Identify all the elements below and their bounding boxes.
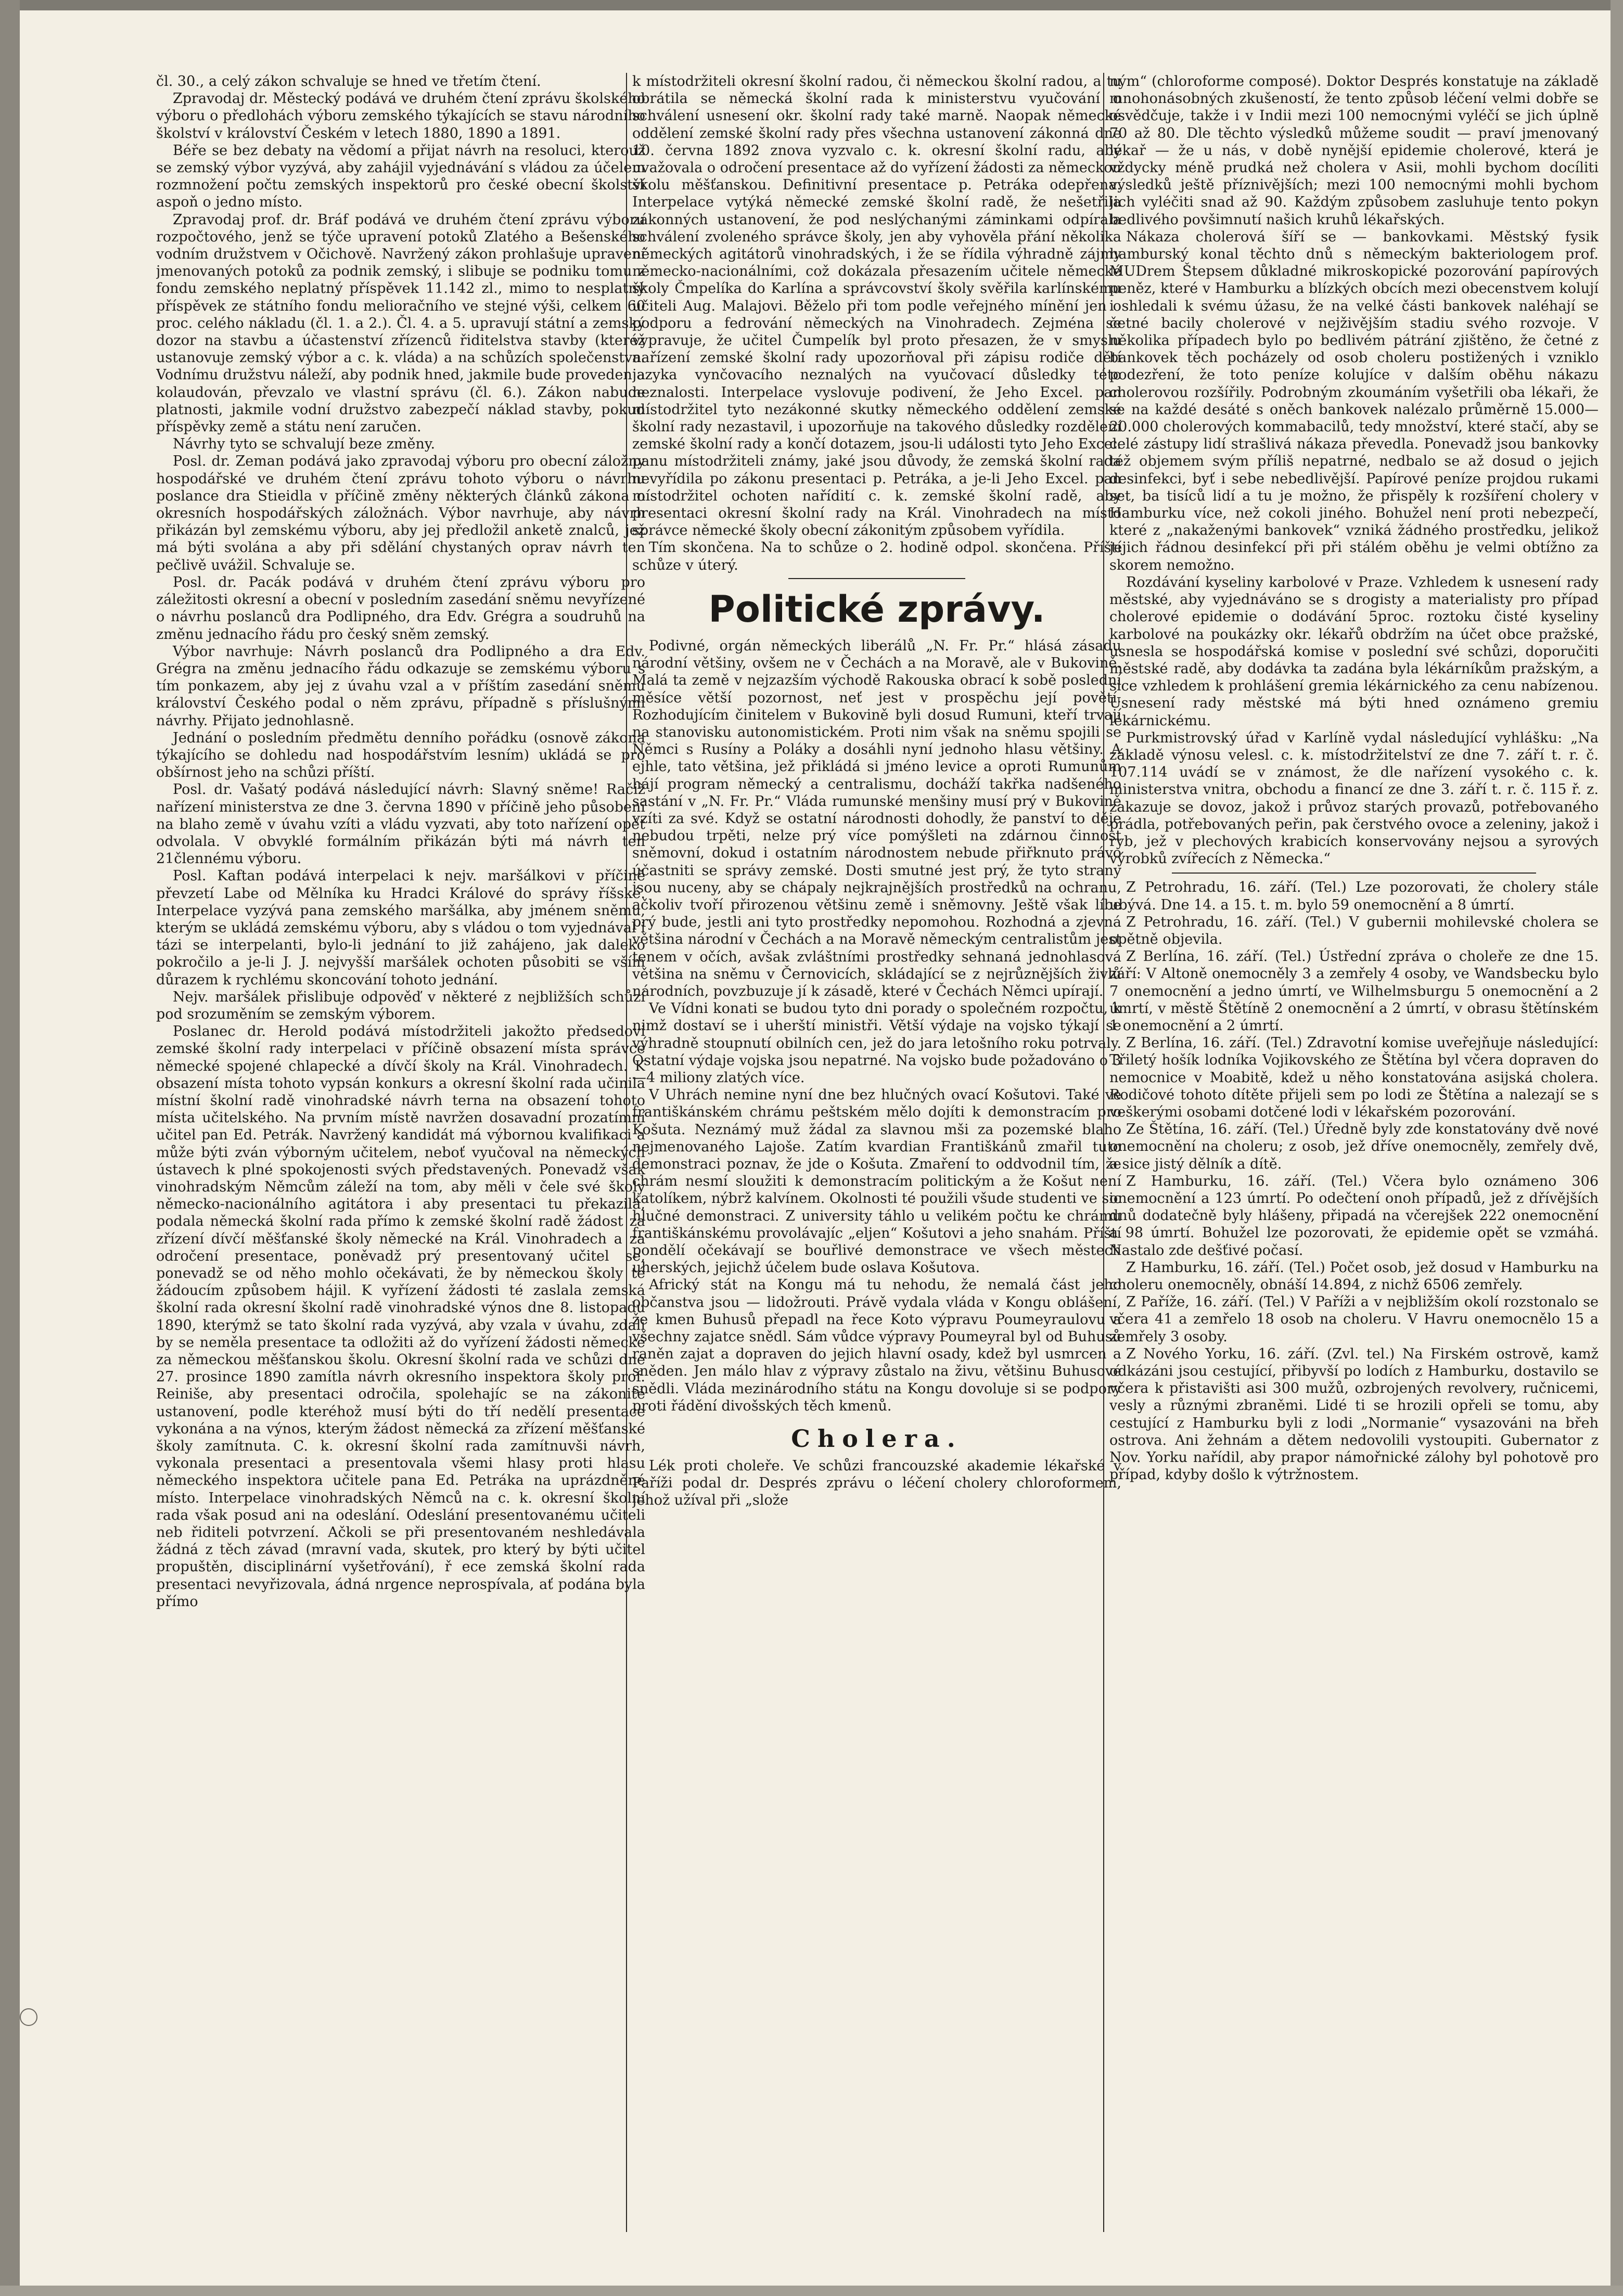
paragraph: Návrhy tyto se schvalují beze změny. [173, 436, 436, 453]
telegram-report: Ze Štětína, 16. září. (Tel.) Úředně byly zde konstatovány dvě nové onemocnění na choleru; z osob, jež dříve onemocněly, zemřely dvě, a sice jistý dělník a dítě. [1109, 1121, 1599, 1172]
paragraph: ným“ (chloroforme composé). Doktor Després konstatuje na základě mnohonásobných zkušeností, že tento způsob léčení velmi dobře se osvědčuje, takže i v Indii mezi 100 nemocnými vyléčí se jich úplně 70 až 80. Dle těchto výsledků můžeme soudit — praví jmenovaný lékař — že u nás, v době nynější epidemie cholerové, která je vždycky méně prudká než cholera v Asii, mohli bychom docíliti výsledků ještě příznivějších; mezi 100 nemocnými mohli bychom jich vyléčiti snad až 90. Každým způsobem zasluhuje tento pokyn bedlivého povšimnutí našich kruhů lékařských. [1109, 73, 1599, 228]
paragraph: Poslanec dr. Herold podává místodržiteli jakožto předsedovi zemské školní rady interpelaci v příčině obsazení místa správce německé spojené chlapecké a dívčí školy na Král. Vinohradech. K obsazení místa tohoto vypsán konkurs a okresní školní rada učinila místní školní radě vinohradské návrh terna na obsazení tohoto místa učitelského. Na prvním místě navržen dosavadní prozatímní učitel pan Ed. Petrák. Navržený kandidát má výbornou kvalifikaci a může býti zván výborným učitelem, neboť vyučoval na německých ústavech k plné spokojenosti svých představených. Ponevadž však vinohradským Němcům záleží na tom, aby měli v čele své školy německo-nacionálního agitátora i aby presentaci tu překazila, podala německá školní rada přímo k zemské školní radě žádost za zřízení dívčí měšťanské školy německé na Král. Vinohradech a za odročení presentace, poněvadž prý presentovaný učitel se, ponevadž se od něho mohlo očekávati, že by německou školy té žádoucím způsobem hájil. K vyřízení žádosti té zaslala zemská školní rada okresní školní radě vinohradské výnos dne 8. listopadu 1890, kterýmž se tato školní rada vyzývá, aby vzala v úvahu, zdali by se neměla presentace ta odložiti až do vyřízení žádosti německé za německou měšťanskou školu. Okresní školní rada ve schůzi dne 27. prosince 1890 zamítla návrh okresního inspektora školy prof. Reiniše, aby presentaci odročila, spolehajíc se na zákonité ustanovení, podle kteréhož musí býti do tří nedělí presentace vykonána a na výnos, kterým žádost německá za zřízení měšťanské školy zamítnuta. C. k. okresní školní rada zamítnuvši návrh, vykonala presentaci a presentovala všemi hlasy proti hlasu německého inspektora učitele pana Ed. Petráka na uprázdněné místo. Interpelace vinohradských Němců na c. k. okresní školní rada však posud ani na odeslání. Odeslání presentovanému učiteli neb řiditeli potvrzení. Ačkoli se při presentovaném neshledávala žádná z těch závad (mravní vada, skutek, pro který by býti učitel propuštěn, disciplinární vyšetřování), ř ece zemská školní rada presentaci nevyřizovala, ádná nrgence neprospívala, ať podána byla přímo [156, 1023, 645, 1610]
column-3 [1109, 73, 1599, 2232]
paragraph: Lék proti choleře. Ve schůzi francouzské akademie lékařské v Paříži podal dr. Després zprávu o léčení cholery chloroformem, jehož užíval při „slože [632, 1458, 1121, 1509]
paragraph: Posl. Kaftan podává interpelaci k nejv. maršálkovi v příčině převzetí Labe od Mělníka ku Hradci Králové do správy říšské. Interpelace vyzývá pana zemského maršálka, aby jménem sněmu, kterým se ukládá zemskému výboru, aby s vládou o tom vyjednával i tázi se interpelanti, bylo-li jednání to již zahájeno, jak daleko pokročilo a je-li J. J. nejvyšší maršálek ochoten působiti se vším důrazem k rychlému skoncování tohoto jednání. [156, 868, 645, 988]
section-divider [1172, 873, 1536, 874]
paragraph: Zpravodaj prof. dr. Bráf podává ve druhém čtení zprávu výboru rozpočtového, jenž se týče upravení potoků Zlatého a Bešenského vodním družstvem v Očichově. Navržený zákon prohlašuje upravení jmenovaných potoků za podnik zemský, i slibuje se podniku tomu z fondu zemského neplatný příspěvek 11.142 zl., mimo to nesplatný příspěvek ze státního fondu melioračního ve stejné výši, celkem 60 proc. celého nákladu (čl. 1. a 2.). Čl. 4. a 5. upravují státní a zemský dozor na stavbu a účastenství zřízenců řiditelstva stavby (kteréž ustanovuje zemský výbor a c. k. vláda) a na schůzích společenstva. Vodnímu družstvu náleží, aby podnik hned, jakmile bude proveden a kolaudován, převzalo ve vlastní správu (čl. 6.). Zákon nabude platnosti, jakmile vodní družstvo zabezpečí náklad stavby, pokud příspěvky země a státu není zaručen. [156, 211, 645, 435]
telegram-report: Z Petrohradu, 16. září. (Tel.) Lze pozorovati, že cholery stále ubývá. Dne 14. a 15. t. m. bylo 59 onemocnění a 8 úmrtí. [1109, 879, 1599, 913]
paragraph: Béře se bez debaty na vědomí a přijat návrh na resoluci, kterouž se zemský výbor vyzývá, aby zahájil vyjednávání s vládou za účelem rozmnožení počtu zemských inspektorů pro české obecní školství aspoň o jedno místo. [156, 142, 645, 211]
paragraph: Nákaza cholerová šíří se — bankovkami. Městský fysik hamburský konal těchto dnů s německým bakteriologem prof. MUDrem Štepsem důkladné mikroskopické pozorování papírových peněz, které v Hamburku a blízkých obcích mezi obecenstvem kolují i shledali k svému úžasu, že na velké části bankovek naléhají se četné bacily cholerové v nejživějším stadiu svého rozvoje. V několika případech bylo po bedlivém pátrání zjištěno, že četné z bankovek těch pocházely od osob choleru postižených i vzniklo podezření, že toto peníze kolujíce v dalším oběhu nákazu cholerovou rozšířily. Podrobným zkoumáním vyšetřili oba lékaři, že se na každé desáté s oněch bankovek nalézalo průměrně 15.000—20.000 cholerových kommabacilů, tedy množství, které stačí, aby se celé zástupy lidí strašlivá nákaza převedla. Ponevadž jsou bankovky též objemem svým příliš nepatrné, nedbalo se až dosud o jejich desinfekci, byť i sebe nebedlivější. Papírové peníze projdou rukami set, ba tisíců lidí a tu je možno, že přispěly k rozšíření cholery v Hamburku více, než cokoli jiného. Bohužel není proti nebezpečí, které z „nakaženými bankovek“ vzniká žádného prostředku, jelikož jejich řádnou desinfekcí při při stálém oběhu je velmi obtížno za skorem nemožno. [1109, 228, 1599, 573]
paragraph: Purkmistrovský úřad v Karlíně vydal následující vyhlášku: „Na základě výnosu velesl. c. k. místodržitelství ze dne 7. září t. r. č. 107.114 uvádí se v známost, že dle nařízení vysokého c. k. ministerstva vnitra, obchodu a financí ze dne 3. září t. r. č. 115 ř. z. zakazuje se dovoz, jakož i průvoz starých provazů, potřebovaného prádla, potřebovaných peřin, pak čerstvého ovoce a zeleniny, jakož i ryb, jež v plechových krabicích konservovány nejsou a syrových výrobků zvířecích z Německa.“ [1109, 729, 1599, 867]
paragraph: Výbor navrhuje: Návrh poslanců dra Podlipného a dra Edv. Grégra na změnu jednacího řádu odkazuje se zemskému výboru s tím ponkazem, aby jej z úvahu vzal a v příštím zasedání sněmu království Českého podal o něm zprávu, případně s příslušnými návrhy. Přijato jednohlasně. [156, 643, 645, 729]
scan-edge-right [1611, 0, 1623, 2296]
section-heading-political-news: Politické zprávy. [708, 587, 1045, 631]
section-divider [788, 578, 965, 579]
column-2 [632, 73, 1121, 2232]
telegram-report: Z Hamburku, 16. září. (Tel.) Včera bylo oznámeno 306 onemocnění a 123 úmrtí. Po odečtení onoh případů, jež z dřívějších dnů dodatečně byly hlášeny, připadá na včerejšek 222 onemocnění a 98 úmrtí. Bohužel lze pozorovati, že epidemie opět se vzmáhá. Nastalo zde dešťivé počasí. [1109, 1173, 1599, 1259]
column-1 [156, 73, 645, 2232]
paragraph: Africký stát na Kongu má tu nehodu, že nemalá část jeho občanstva jsou — lidožrouti. Právě vydala vláda v Kongu oblášení, že kmen Buhusů přepadl na řece Koto výpravu Poumeyraulovu a všechny zajatce snědl. Sám vůdce výpravy Poumeyral byl od Buhusů raněn zajat a dopraven do jejich hlavní osady, kdež byl usmrcen a sněden. Jen málo hlav z výpravy zůstalo na živu, většinu Buhusové snědli. Vláda mezinárodního státu na Kongu dovoluje si se podpory proti řádění divošských těch kmenů. [632, 1277, 1121, 1414]
telegram-report: Z Berlína, 16. září. (Tel.) Zdravotní komise uveřejňuje následující: Třiletý hošík lodníka Vojikovského ze Štětína byl včera dopraven do nemocnice v Moabitě, kdež u něho konstatována asijská cholera. Rodičové tohoto dítěte přijeli sem po lodi ze Štětína a nalezají se s veškerými osobami dotčené lodi v lékařském pozorování. [1109, 1035, 1599, 1120]
telegram-report: Z Hamburku, 16. září. (Tel.) Počet osob, jež dosud v Hamburku na choleru onemocněly, obnáší 14.894, z nichž 6506 zemřely. [1109, 1259, 1599, 1293]
binding-hole-mark [20, 2008, 37, 2026]
paragraph: Tím skončena. Na to schůze o 2. hodině odpol. skončena. Příští schůze v úterý. [632, 540, 1121, 573]
paragraph: Posl. dr. Zeman podává jako zpravodaj výboru pro obecní záložny hospodářské ve druhém čtení zprávu tohoto výboru o návrhu poslance dra Stieidla v příčině změny některých článků zákona o okresních hospodářských záložnách. Výbor navrhuje, aby návrh přikázán byl zemskému výboru, aby jej předložil anketě znalců, jež má býti svolána a aby při sdělání chystaných oprav návrh ten pečlivě uvážil. Schvaluje se. [156, 453, 645, 573]
paragraph: Jednání o posledním předmětu denního pořádku (osnově zákona týkajícího se dohledu nad hospodářstvím lesním) ukládá se pro obšírnost jeho na schůzi příští. [156, 729, 645, 781]
telegram-report: Z Paříže, 16. září. (Tel.) V Paříži a v nejbližším okolí rozstonalo se včera 41 a zemřelo 18 osob na choleru. V Havru onemocnělo 15 a zemřely 3 osoby. [1109, 1294, 1599, 1345]
telegram-report: Z Nového Yorku, 16. září. (Zvl. tel.) Na Firském ostrově, kamž odkázáni jsou cestující, přibyvší po lodích z Hamburku, dostavilo se včera k přistavišti asi 300 mužů, ozbrojených revolvery, ručnicemi, vesly a různými zbraněmi. Lidé ti se hrozili opřeli se tomu, aby cestující z Hamburku byli z lodi „Normanie“ vysazováni na břeh ostrova. Ani žehnám a dětem nedovolili vystoupiti. Gubernator z Nov. Yorku nařídil, aby prapor námořnické zálohy byl pohotově pro případ, kdyby došlo k výtržnostem. [1109, 1345, 1599, 1483]
scan-edge-bottom [0, 2286, 1623, 2296]
paragraph: Posl. dr. Vašatý podává následující návrh: Slavný sněme! Račiž nařízení ministerstva ze dne 3. června 1890 v příčině jeho působení na blaho země v úvahu vzíti a vládu vyzvati, aby toto nařízení opět odvolala. V obvyklé formálním přikázán býti má návrh ten 21člennému výboru. [156, 781, 645, 867]
section-heading-cholera: Cholera. [791, 1425, 963, 1453]
telegram-report: Z Berlína, 16. září. (Tel.) Ústřední zpráva o choleře ze dne 15. září: V Altoně onemocněly 3 a zemřely 4 osoby, ve Wandsbecku bylo 7 onemocnění a jedno úmrtí, ve Wilhelmsburgu 5 onemocnění a 2 úmrtí, v městě Štětíně 2 onemocnění a 2 úmrtí, v obrasu štětínském 1 onemocnění a 2 úmrtí. [1109, 948, 1599, 1034]
paragraph: Ve Vídni konati se budou tyto dni porady o společném rozpočtu, k nimž dostaví se i uherští ministři. Větší výdaje na vojsko týkají se výhradně stoupnutí obilních cen, jež do jara letošního roku potrvaly. Ostatní výdaje vojska jsou nepatrné. Na vojsko bude požadováno o 3—4 miliony zlatých více. [632, 1001, 1121, 1086]
scan-edge-left [0, 0, 20, 2296]
paragraph: Posl. dr. Pacák podává v druhém čtení zprávu výboru pro záležitosti okresní a obecní v posledním zasedání sněmu nevyřízené o návrhu poslanců dra Podlipného, dra Edv. Grégra a soudruhů na změnu jednacího řádu pro český sněm zemský. [156, 574, 645, 643]
paragraph: Podivné, orgán německých liberálů „N. Fr. Pr.“ hlásá zásadu národní většiny, ovšem ne v Čechách a na Moravě, ale v Bukovině. Malá ta země v nejzazším východě Rakouska obrací k sobě poslední měsíce větší pozornost, neť jest v prospěchu její povětí. Rozhodujícím činitelem v Bukovině byli dosud Rumuni, kteří trvají na stanovisku autonomistickém. Proti nim však na sněmu spojili se Němci s Rusíny a Poláky a dosáhli nyní jednoho hlasu většiny. A ejhle, tato většina, jež přikládá si jméno levice a oproti Rumunům hájí program německý a centralismu, docháží takřka nadšeného sastání v „N. Fr. Pr.“ Vláda rumunské menšiny musí prý v Bukovině vzíti za své. Když se ostatní národnosti dohodly, že panství to děje nebudou trpěti, nelze prý více pomýšleti na zdárnou činnost sněmovní, dokud i ostatním národnostem nebude přiřknuto právo účastniti se správy zemské. Dosti smutné jest prý, že tyto strany jsou nuceny, aby se chápaly nejkrajnějších prostředků na ochranu, ačkoliv tvoří přirozenou většinu země i sněmovny. Ještě však líbe prý bude, jestli ani tyto prostředky nepomohou. Rozhodná a zjevná většina národní v Čechách a na Moravě německým centralistům jest tenem v očích, avšak zvláštními prostředky sehnaná jednohlasová většina na sněmu v Černovicích, skládající se z nejrůznějších živlů národních, povzbuzuje jí k zásadě, které v Čechách Němci upírají. [632, 637, 1121, 999]
scan-edge-top [0, 0, 1623, 10]
paragraph: Nejv. maršálek přislibuje odpověď v některé z nejbližších schůzí pod srozuměním se zemským výborem. [156, 989, 645, 1022]
paragraph: Rozdávání kyseliny karbolové v Praze. Vzhledem k usnesení rady městské, aby vyjednáváno se s drogisty a materialisty pro případ cholerové epidemie o dodávání 5proc. roztoku čisté kyseliny karbolové na poukázky okr. lékařů obdržím na účet obce pražské, usnesla se hospodářská komise v poslední své schůzi, doporučiti městské radě, aby dodávka ta zadána byla lékárníkům pražským, a sice vzhledem k prohlášení gremia lékárnického za cenu nabízenou. Usnesení rady městské má býti hned oznámeno gremiu lékárnickému. [1109, 574, 1599, 729]
paragraph: k místodržiteli okresní školní radou, či německou školní radou, a tu obrátila se německá školní rada k ministerstvu vyučování o schválení usnesení okr. školní rady také marně. Naopak německé oddělení zemské školní rady přes všechna ustanovení zákonná dne 10. června 1892 znova vyzvalo c. k. okresní školní radu, aby uvažovala o odročení presentace až do vyřízení žádosti za německou školu měšťanskou. Definitivní presentace p. Petráka odepřena. Interpelace vytýká německé zemské školní radě, že nešetřila zákonných ustanovení, že pod neslýchanými záminkami odpírala schválení zvoleného správce školy, jen aby vyhověla přání několika německých agitátorů vinohradských, i že se řídila výhradně zájmy německo-nacionálními, což dokázala přesazením učitele německé školy Čmpelíka do Karlína a správcovství školy svěřila karlínskému učiteli Aug. Malajovi. Běželo při tom podle veřejného mínění jen o podporu a fedrování německých na Vinohradech. Zejména se vypravuje, že učitel Čumpelík byl proto přesazen, že v smyslu nařízení zemské školní rady upozorňoval při zápisu rodiče dětí jazyka vynčovacího neznalých na vyučovací důsledky této neznalosti. Interpelace vyslovuje podivení, že Jeho Excel. pan místodržitel tyto nezákonné skutky německého oddělení zemské školní rady nezastavil, i upozorňuje na takového důsledky rozdělení zemské školní rady a končí dotazem, jsou-li události tyto Jeho Excel. panu místodržiteli známy, jaké jsou důvody, že zemská školní rada nevyřídila po zákonu presentaci p. Petráka, a je-li Jeho Excel. pan místodržitel ochoten nařídití c. k. zemské školní radě, aby presentaci okresní školní rady na Král. Vinohradech na místo správce německé školy obecní zákonitým způsobem vyřídila. [632, 73, 1121, 539]
telegram-report: Z Petrohradu, 16. září. (Tel.) V gubernii mohilevské cholera se opětně objevila. [1109, 914, 1599, 947]
paragraph: V Uhrách nemine nyní dne bez hlučných ovací Košutovi. Také ve františkánském chrámu peštském mělo dojíti k demonstracím pro Košuta. Neznámý muž žádal za slavnou mši za pozemské blaho nejmenovaného Lajoše. Zatím kvardian Františkánů zmařil tuto demonstraci poznav, že jde o Košuta. Zmaření to oddvodnil tím, že chrám nesmí sloužiti k demonstracím politickým a že Košut není katolíkem, nýbrž kalvínem. Okolnosti té použili všude studenti ve sic hlučné demonstraci. Z university táhlo u velikém počtu ke chrámu františkánskému provolávajíc „eljen“ Košutovi a jeho snahám. Příští pondělí očekávají se bouřlivé demonstrace ve všech městech uherských, jejichž účelem bude oslava Košutova. [632, 1087, 1121, 1276]
paragraph: Zpravodaj dr. Městecký podává ve druhém čtení zprávu školského výboru o předlohách výboru zemského týkajících se stavu národního školství v království Českém v letech 1880, 1890 a 1891. [156, 91, 645, 142]
paragraph: čl. 30., a celý zákon schvaluje se hned ve třetím čtení. [156, 73, 541, 89]
